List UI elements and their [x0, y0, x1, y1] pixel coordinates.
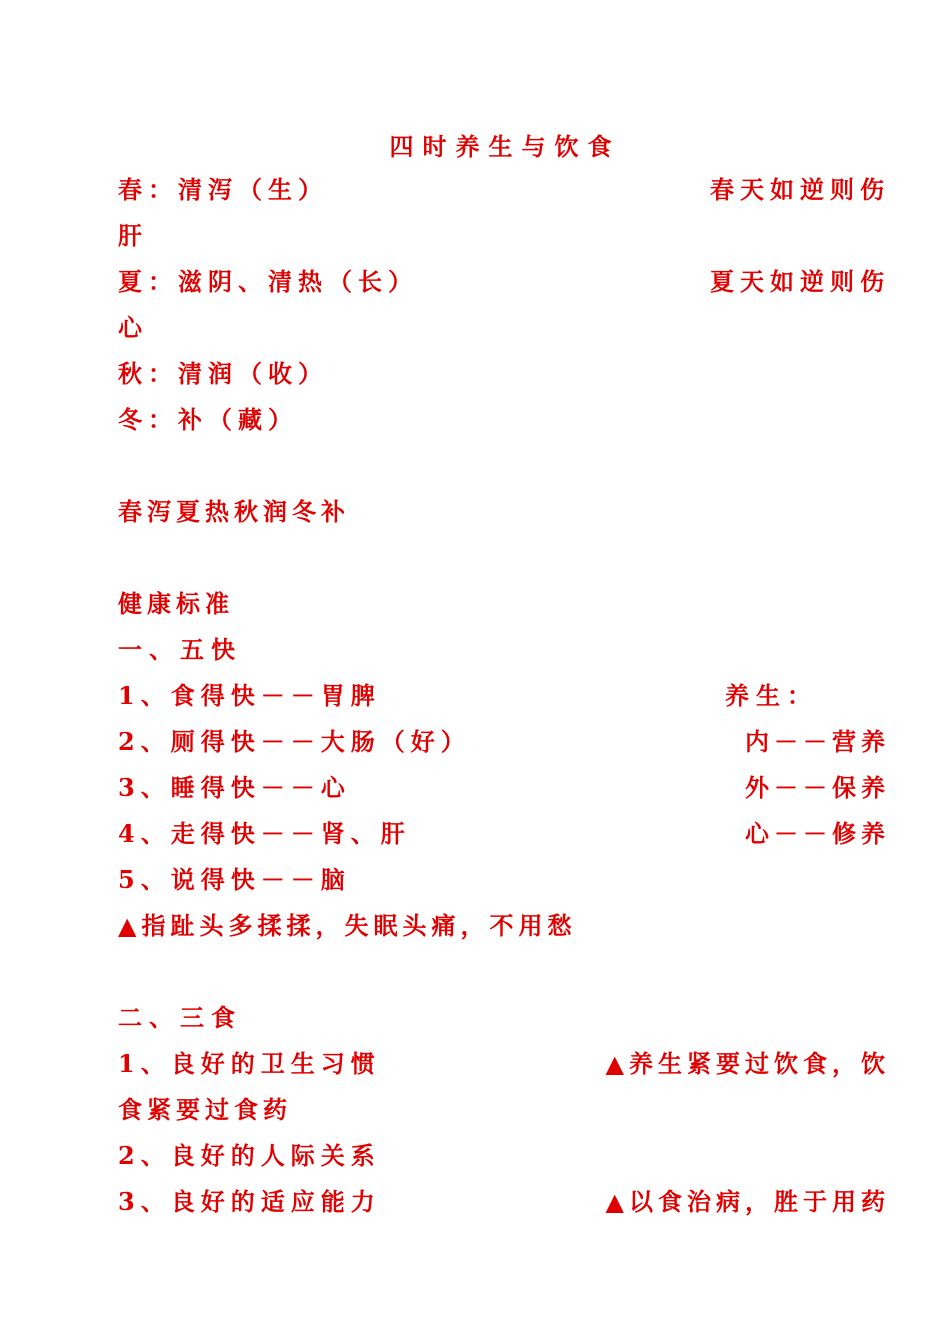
- spring-warning-cont: 肝: [118, 221, 142, 250]
- winter-text: 冬：补（藏）: [118, 405, 298, 434]
- yangsheng-label: 养生：: [725, 681, 818, 710]
- list-item: [118, 673, 890, 719]
- list-item: [118, 1179, 890, 1225]
- summer-warning-cont: 心: [118, 313, 142, 342]
- summer-warning: 夏天如逆则伤: [710, 267, 890, 296]
- summary-text: 春泻夏热秋润冬补: [118, 497, 350, 526]
- massage-tip: ▲指趾头多揉揉，失眠头痛，不用愁: [118, 911, 577, 940]
- yangsheng-heart: 心－－修养: [745, 819, 890, 848]
- document-title: 四时养生与饮食: [389, 132, 621, 161]
- season-line-summer-cont: [118, 305, 890, 351]
- summer-text: 夏：滋阴、清热（长）: [118, 267, 418, 296]
- list-item: [118, 765, 890, 811]
- three-item-2: 2、良好的人际关系: [118, 1141, 381, 1170]
- list-item: [118, 1041, 890, 1087]
- summary-line: [118, 489, 890, 535]
- season-line-autumn: [118, 351, 890, 397]
- spring-text: 春：清泻（生）: [118, 175, 328, 204]
- list-item: [118, 719, 890, 765]
- health-heading-line: [118, 581, 890, 627]
- yangsheng-outer: 外－－保养: [745, 773, 890, 802]
- tip-line: [118, 903, 890, 949]
- section-one-line: [118, 627, 890, 673]
- health-heading: 健康标准: [118, 589, 234, 618]
- season-line-summer: [118, 259, 890, 305]
- list-item: [118, 811, 890, 857]
- list-item: [118, 1133, 890, 1179]
- diet-tip-1: ▲养生紧要过饮食，饮: [605, 1049, 890, 1078]
- yangsheng-inner: 内－－营养: [745, 727, 890, 756]
- five-fast-item-4: 4、走得快－－肾、肝: [118, 819, 411, 848]
- five-fast-item-3: 3、睡得快－－心: [118, 773, 351, 802]
- diet-tip-2: ▲以食治病，胜于用药: [605, 1187, 890, 1216]
- section-two-line: [118, 995, 890, 1041]
- autumn-text: 秋：清润（收）: [118, 359, 328, 388]
- three-item-1: 1、良好的卫生习惯: [118, 1049, 381, 1078]
- five-fast-item-1: 1、食得快－－胃脾: [118, 681, 381, 710]
- section-two-heading: 二、三食: [118, 1003, 242, 1032]
- spring-warning: 春天如逆则伤: [710, 175, 890, 204]
- section-one-heading: 一、五快: [118, 635, 242, 664]
- five-fast-item-5: 5、说得快－－脑: [118, 865, 351, 894]
- list-item: [118, 857, 890, 903]
- season-line-winter: [118, 397, 890, 443]
- five-fast-item-2: 2、厕得快－－大肠（好）: [118, 727, 471, 756]
- three-item-3: 3、良好的适应能力: [118, 1187, 381, 1216]
- diet-tip-1-cont: 食紧要过食药: [118, 1095, 292, 1124]
- list-item-cont: [118, 1087, 890, 1133]
- season-line-spring: [118, 167, 890, 213]
- season-line-spring-cont: [118, 213, 890, 259]
